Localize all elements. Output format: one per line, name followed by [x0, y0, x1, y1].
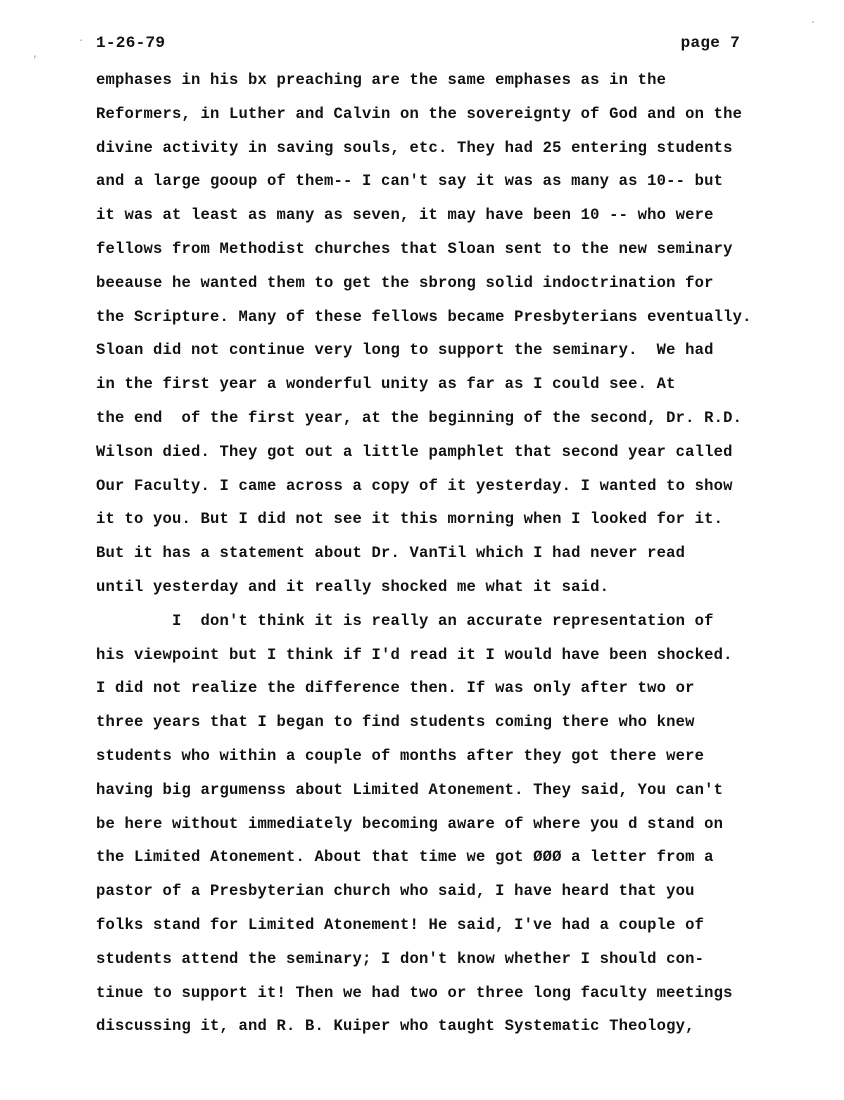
text-line: fellows from Methodist churches that Sloan sent to the new seminary	[96, 239, 733, 258]
text-line: emphases in his bx preaching are the same emphases as in the	[96, 71, 667, 89]
text-line: students attend the seminary; I don't know whether I should con-	[96, 949, 705, 968]
text-line: it was at least as many as seven, it may have been 10 -- who were	[96, 206, 714, 225]
text-line: until yesterday and it really shocked me what it said.	[96, 577, 610, 596]
text-line: beeause he wanted them to get the sbrong solid indoctrination for	[96, 273, 714, 292]
header-page-number: page 7	[680, 34, 740, 52]
text-line: and a large gooup of them-- I can't say it was as many as 10-- but	[96, 172, 724, 191]
header-date: 1-26-79	[96, 34, 166, 52]
page-header	[96, 34, 792, 58]
text-line: tinue to support it! Then we had two or three long faculty meetings	[96, 983, 733, 1002]
text-line: divine activity in saving souls, etc. They had 25 entering students	[96, 138, 733, 157]
margin-mark: ·	[810, 18, 817, 29]
text-line: pastor of a Presbyterian church who said, I have heard that you	[96, 882, 695, 901]
text-line: Reformers, in Luther and Calvin on the sovereignty of God and on the	[96, 104, 743, 123]
margin-mark: ’	[32, 56, 39, 67]
text-line: discussing it, and R. B. Kuiper who taught Systematic Theology,	[96, 1017, 695, 1036]
text-line: students who within a couple of months after they got there were	[96, 746, 705, 765]
text-line: But it has a statement about Dr. VanTil which I had never read	[96, 544, 686, 563]
text-line: the end of the first year, at the beginning of the second, Dr. R.D.	[96, 408, 743, 427]
text-line: I don't think it is really an accurate representation of	[96, 611, 714, 630]
text-line: folks stand for Limited Atonement! He said, I've had a couple of	[96, 915, 705, 934]
body-text	[96, 64, 816, 1044]
margin-mark: ·	[78, 36, 85, 47]
text-line: the Scripture. Many of these fellows became Presbyterians eventually.	[96, 307, 752, 326]
text-line: three years that I began to find students coming there who knew	[96, 713, 695, 732]
text-line: I did not realize the difference then. If was only after two or	[96, 679, 695, 698]
text-line: be here without immediately becoming aware of where you d stand on	[96, 814, 724, 833]
text-line: in the first year a wonderful unity as far as I could see. At	[96, 375, 676, 394]
text-line: Our Faculty. I came across a copy of it yesterday. I wanted to show	[96, 476, 733, 495]
text-line: the Limited Atonement. About that time we got ØØØ a letter from a	[96, 848, 714, 867]
text-line: it to you. But I did not see it this morning when I looked for it.	[96, 510, 724, 529]
text-line: Sloan did not continue very long to support the seminary. We had	[96, 341, 714, 360]
text-line: his viewpoint but I think if I'd read it I would have been shocked.	[96, 645, 733, 664]
text-line: Wilson died. They got out a little pamphlet that second year called	[96, 442, 733, 461]
text-line: having big argumenss about Limited Atonement. They said, You can't	[96, 780, 724, 799]
